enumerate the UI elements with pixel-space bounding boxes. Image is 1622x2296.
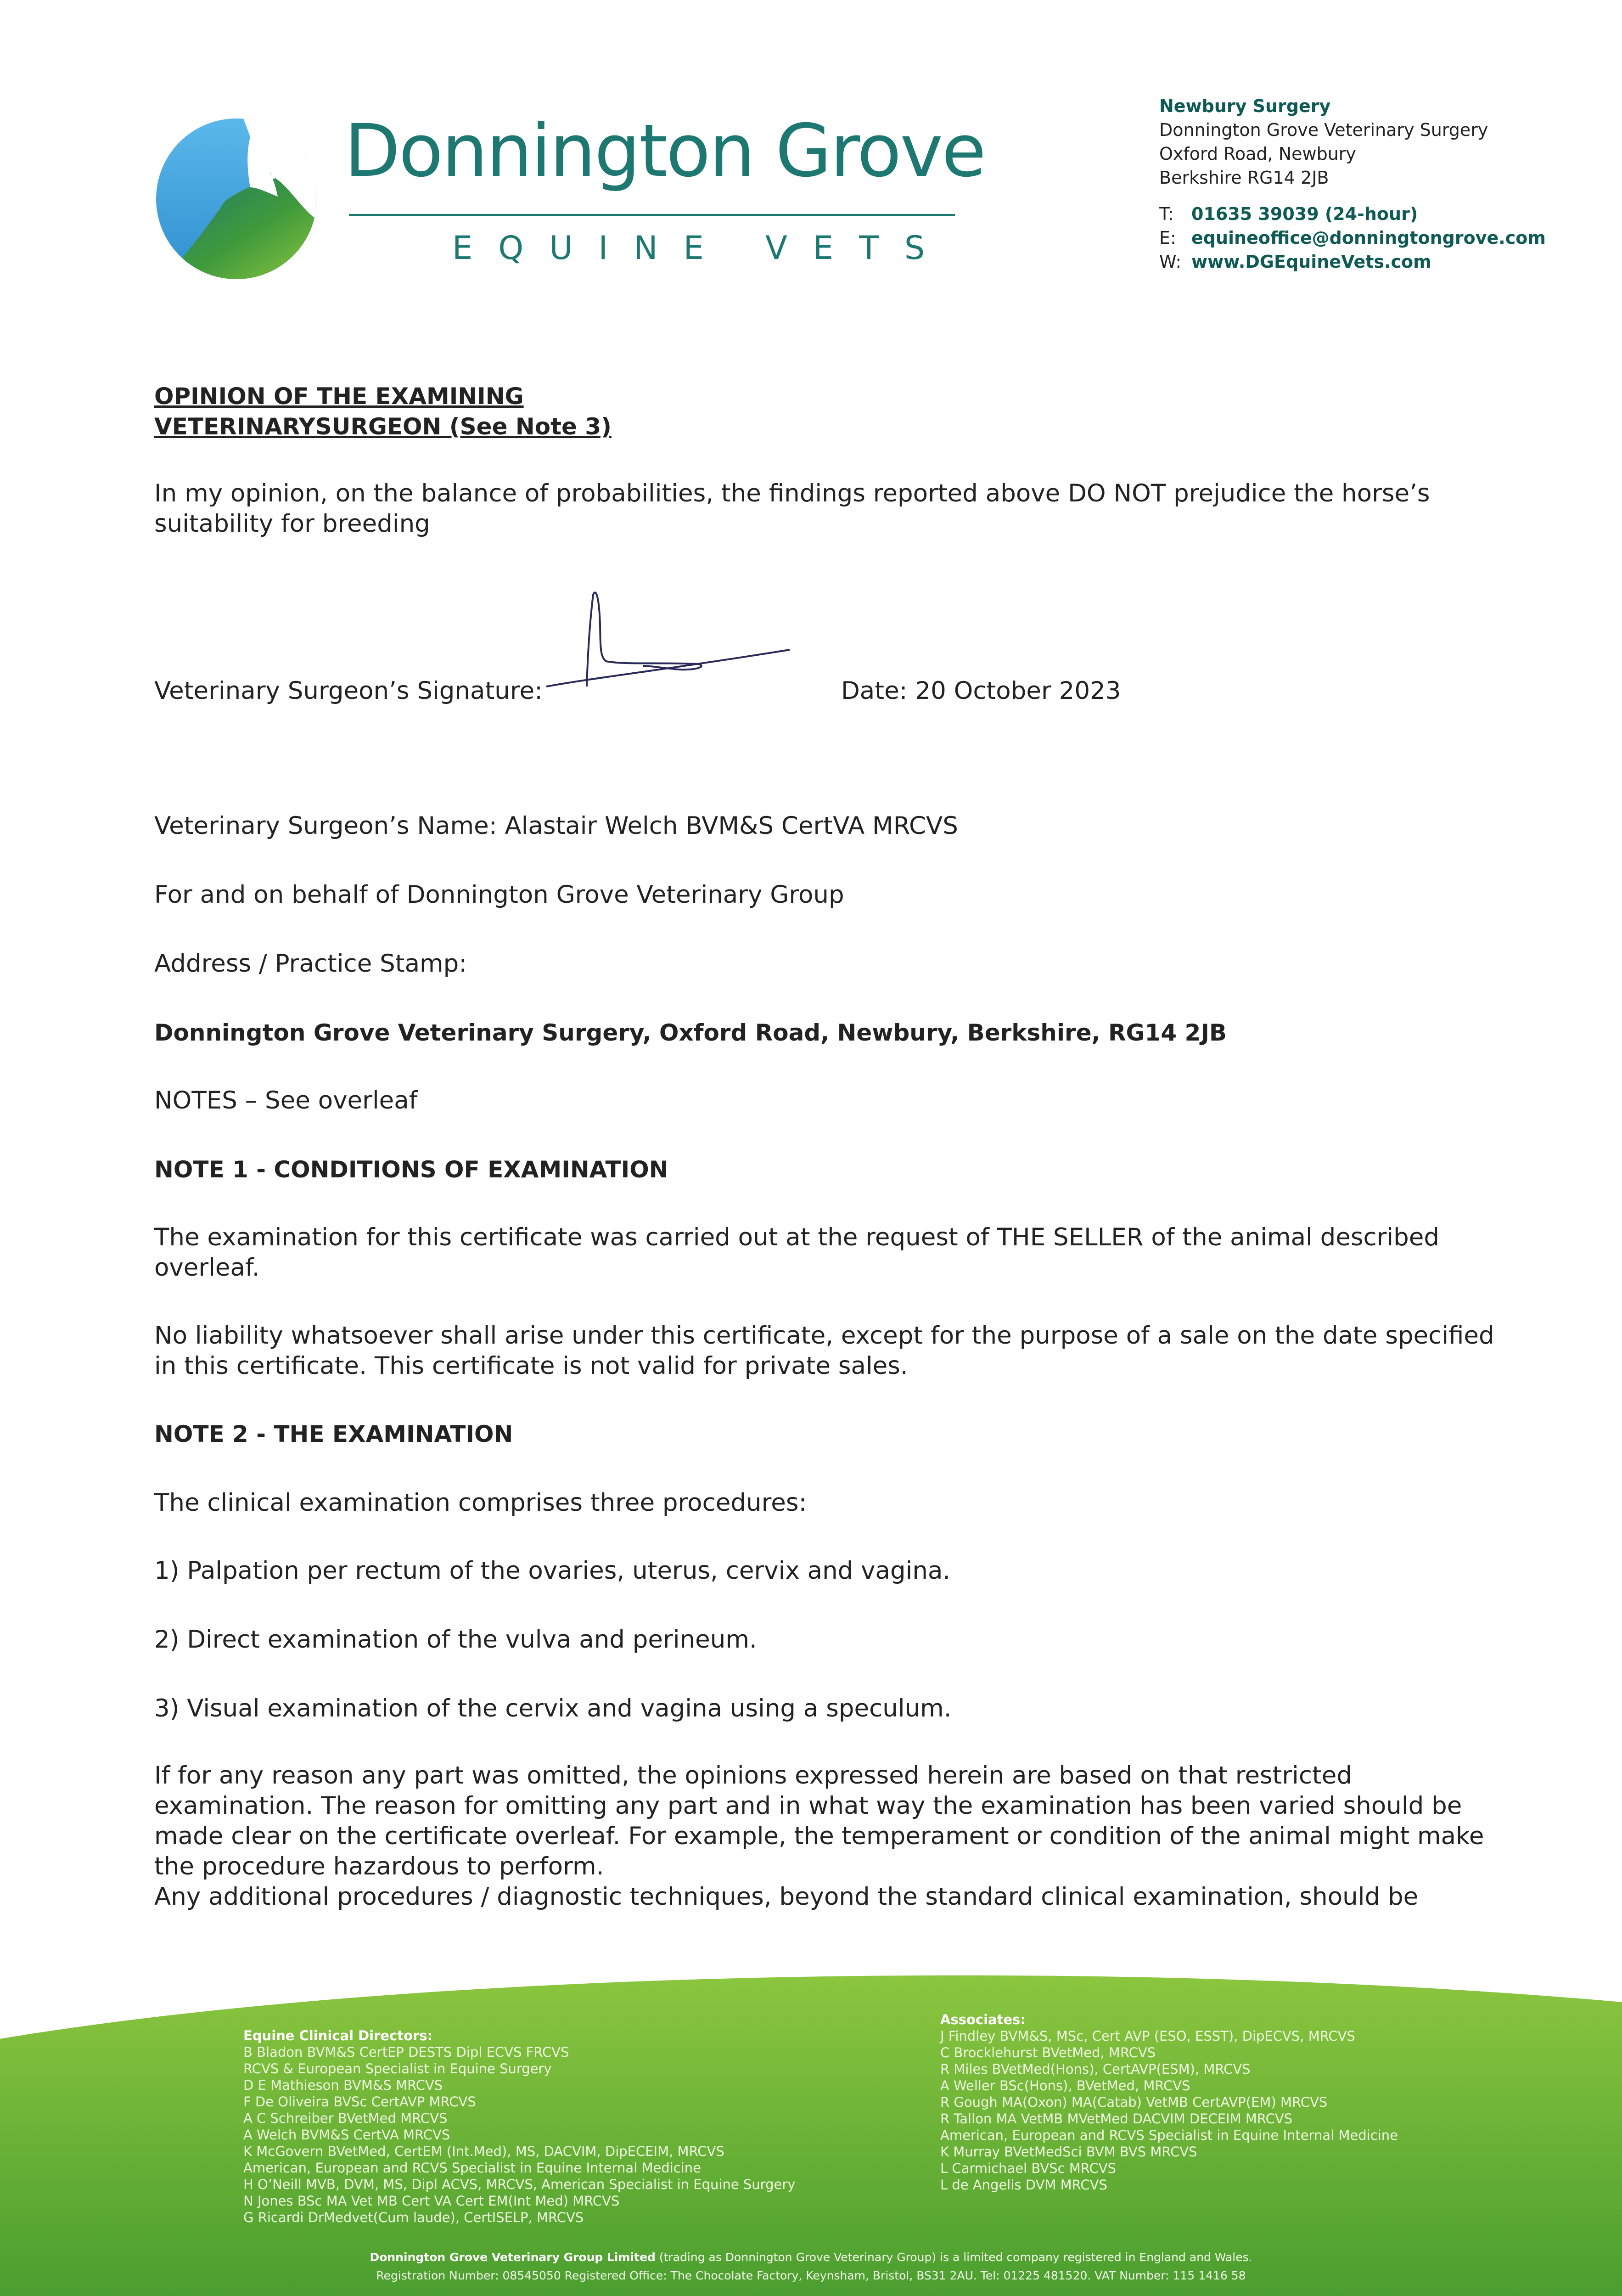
web-label: W: (1159, 252, 1182, 272)
director-entry: A C Schreiber BVetMed MRCVS (243, 2110, 448, 2126)
note1-text: in this certificate. This certificate is not valid for private sales. (154, 1352, 908, 1380)
address-line: Berkshire RG14 2JB (1159, 168, 1329, 188)
email-link[interactable]: equineoffice@donningtongrove.com (1191, 228, 1546, 248)
note2-text: Any additional procedures / diagnostic techniques, beyond the standard clinical examination, should be (154, 1883, 1419, 1911)
associate-entry: K Murray BVetMedSci BVM BVS MRCVS (940, 2144, 1197, 2160)
note2-intro: The clinical examination comprises three procedures: (154, 1489, 807, 1517)
phone-label: T: (1159, 204, 1174, 224)
director-entry: F De Oliveira BVSc CertAVP MRCVS (243, 2094, 476, 2110)
note1-text: No liability whatsoever shall arise under this certificate, except for the purpose of a sale on the date specified (154, 1322, 1494, 1350)
associate-entry: R Miles BVetMed(Hons), CertAVP(ESM), MRCVS (940, 2061, 1251, 2077)
note2-text: made clear on the certificate overleaf. For example, the temperament or condition of the animal might make (154, 1822, 1484, 1850)
opinion-text: In my opinion, on the balance of probabilities, the findings reported above DO NOT prejudice the horse’s (154, 479, 1430, 507)
director-entry: G Ricardi DrMedvet(Cum laude), CertISELP, MRCVS (243, 2210, 584, 2225)
signature-image (542, 583, 799, 693)
surgery-title: Newbury Surgery (1159, 96, 1331, 116)
procedure-item: 1) Palpation per rectum of the ovaries, uterus, cervix and vagina. (154, 1557, 951, 1585)
note2-text: examination. The reason for omitting any part and in what way the examination has been varied should be (154, 1792, 1462, 1820)
associate-entry: R Gough MA(Oxon) MA(Catab) VetMB CertAVP(EM) MRCVS (940, 2094, 1328, 2110)
director-entry: D E Mathieson BVM&S MRCVS (243, 2077, 443, 2093)
associate-entry: L Carmichael BVSc MRCVS (940, 2161, 1116, 2176)
logo-divider (349, 214, 955, 216)
director-entry: H O’Neill MVB, DVM, MS, Dipl ACVS, MRCVS, American Specialist in Equine Surgery (243, 2177, 796, 2192)
director-entry: B Bladon BVM&S CertEP DESTS Dipl ECVS FRCVS (243, 2044, 569, 2060)
opinion-text: suitability for breeding (154, 510, 430, 538)
director-entry: RCVS & European Specialist in Equine Surgery (243, 2061, 552, 2077)
associate-entry: J Findley BVM&S, MSc, Cert AVP (ESO, ESST), DipECVS, MRCVS (940, 2028, 1355, 2044)
note1-text: overleaf. (154, 1254, 260, 1282)
note1-text: The examination for this certificate was carried out at the request of THE SELLER of the animal described (154, 1223, 1440, 1251)
note2-heading: NOTE 2 - THE EXAMINATION (154, 1421, 513, 1447)
company-info (0, 2248, 1622, 2267)
opinion-heading: OPINION OF THE EXAMINING (154, 383, 524, 410)
signature-date: Date: 20 October 2023 (841, 677, 1121, 705)
horse-head-logo-icon (156, 118, 317, 279)
practice-stamp: Donnington Grove Veterinary Surgery, Oxford Road, Newbury, Berkshire, RG14 2JB (154, 1019, 1227, 1046)
address-line: Donnington Grove Veterinary Surgery (1159, 120, 1488, 140)
associates-list (940, 2011, 1398, 2193)
associate-entry: C Brocklehurst BVetMed, MRCVS (940, 2045, 1156, 2060)
signature-label: Veterinary Surgeon’s Signature: (154, 677, 543, 705)
director-entry: A Welch BVM&S CertVA MRCVS (243, 2127, 450, 2143)
director-entry: American, European and RCVS Specialist in Equine Internal Medicine (243, 2160, 702, 2176)
associates-heading: Associates: (940, 2012, 1026, 2027)
on-behalf-text: For and on behalf of Donnington Grove Veterinary Group (154, 881, 844, 909)
note2-text: If for any reason any part was omitted, the opinions expressed herein are based on that restricted (154, 1761, 1353, 1790)
address-line: Oxford Road, Newbury (1159, 144, 1356, 164)
associate-entry: L de Angelis DVM MRCVS (940, 2177, 1107, 2193)
surgery-address (1159, 94, 1488, 190)
logo-subtitle: EQUINE VETS (452, 229, 951, 267)
note1-heading: NOTE 1 - CONDITIONS OF EXAMINATION (154, 1156, 668, 1183)
associate-entry: American, European and RCVS Specialist in Equine Internal Medicine (940, 2127, 1398, 2143)
associate-entry: R Tallon MA VetMB MVetMed DACVIM DECEIM MRCVS (940, 2111, 1293, 2127)
stamp-label: Address / Practice Stamp: (154, 950, 467, 978)
directors-heading: Equine Clinical Directors: (243, 2028, 433, 2043)
directors-list (243, 2027, 795, 2226)
footer-banner (0, 1961, 1622, 2296)
surgeon-name: Veterinary Surgeon’s Name: Alastair Welch BVM&S CertVA MRCVS (154, 812, 958, 840)
phone-number[interactable]: 01635 39039 (24-hour) (1191, 204, 1418, 224)
contact-details (1159, 202, 1546, 274)
company-description: (trading as Donnington Grove Veterinary Group) is a limited company registered in England and Wales. (655, 2251, 1252, 2264)
associate-entry: A Weller BSc(Hons), BVetMed, MRCVS (940, 2078, 1190, 2093)
email-label: E: (1159, 228, 1176, 248)
notes-reference: NOTES – See overleaf (154, 1086, 418, 1114)
procedure-item: 2) Direct examination of the vulva and perineum. (154, 1626, 757, 1654)
registration-info: Registration Number: 08545050 Registered Office: The Chocolate Factory, Keynsham, Bristol, BS31 2AU. Tel: 01225 481520. VAT Number: 115 1416 58 (376, 2269, 1246, 2282)
opinion-heading: VETERINARYSURGEON (See Note 3) (154, 413, 612, 440)
website-link[interactable]: www.DGEquineVets.com (1191, 252, 1431, 272)
procedure-item: 3) Visual examination of the cervix and vagina using a speculum. (154, 1694, 952, 1722)
director-entry: N Jones BSc MA Vet MB Cert VA Cert EM(Int Med) MRCVS (243, 2193, 620, 2209)
note2-text: the procedure hazardous to perform. (154, 1852, 604, 1880)
logo-wordmark: Donnington Grove (344, 109, 985, 193)
director-entry: K McGovern BVetMed, CertEM (Int.Med), MS, DACVIM, DipECEIM, MRCVS (243, 2144, 724, 2159)
company-name: Donnington Grove Veterinary Group Limited (370, 2251, 656, 2264)
